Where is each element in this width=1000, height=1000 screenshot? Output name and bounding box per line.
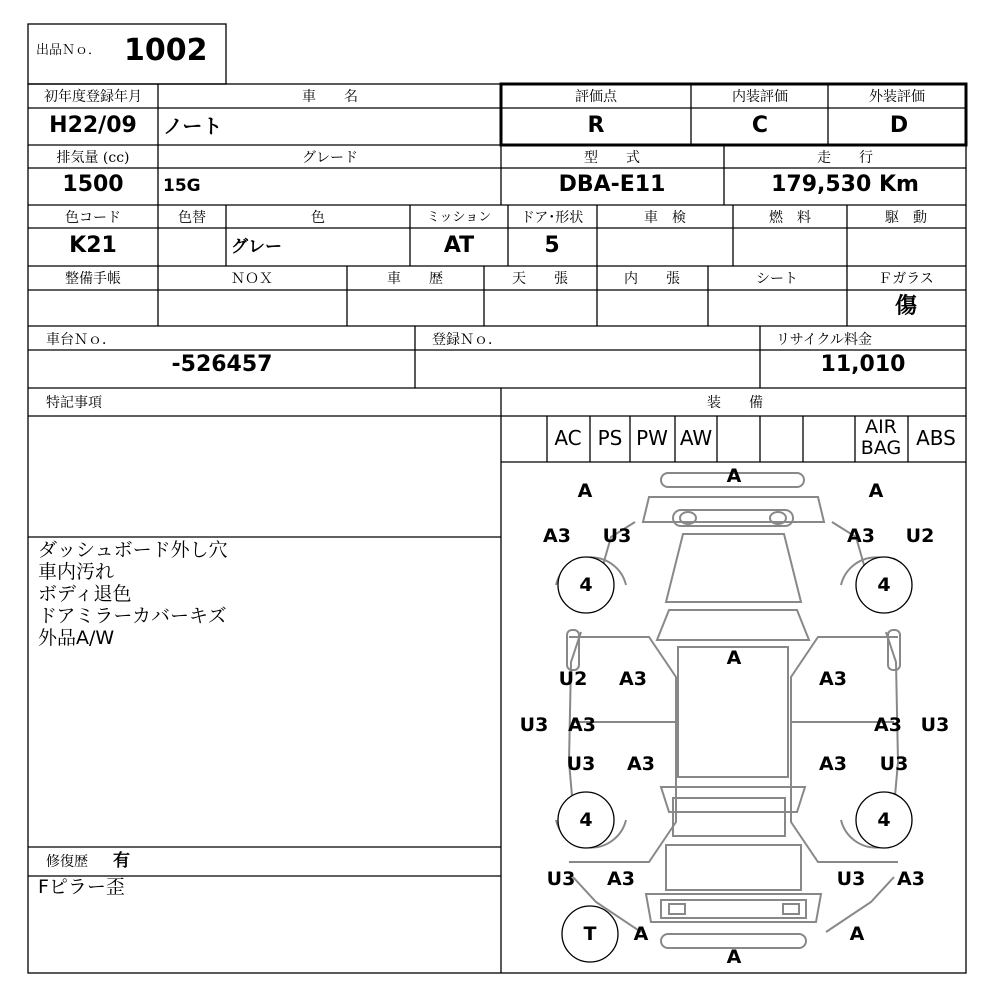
- chassis-number-value: -526457: [171, 352, 273, 377]
- repair-history-label: 修復歴: [46, 854, 88, 870]
- equipment-aw: AW: [679, 426, 713, 450]
- damage-mark-roof: A: [726, 647, 742, 669]
- damage-mark-rear-right-corner: A: [849, 923, 865, 945]
- model-label: 型 式: [584, 150, 640, 166]
- model-value: DBA-E11: [558, 172, 666, 197]
- equipment-ps: PS: [597, 426, 623, 450]
- damage-mark-left-rear-door: U3: [566, 753, 596, 775]
- grade-label: グレード: [302, 150, 358, 166]
- remark-line: ドアミラーカバーキズ: [38, 605, 227, 627]
- damage-mark-left-rear-door: A3: [627, 753, 655, 775]
- mission-value: AT: [443, 233, 475, 258]
- registration-label: 初年度登録年月: [44, 89, 142, 105]
- equipment-abs: ABS: [916, 426, 956, 450]
- damage-mark-right-sill: U3: [920, 714, 950, 736]
- damage-mark-left-front-door: U2: [558, 668, 588, 690]
- tire-rear-left-value: 4: [579, 809, 593, 831]
- remarks-list: [38, 539, 493, 649]
- recycle-fee-value: 11,010: [820, 352, 906, 377]
- exterior-grade-value: D: [889, 113, 909, 138]
- remark-line: 車内汚れ: [38, 561, 115, 583]
- grade-value: 15G: [163, 176, 201, 196]
- damage-mark-front-right-corner: A: [868, 480, 884, 502]
- color-label: 色: [311, 210, 325, 226]
- interior-grade-label: 内装評価: [732, 89, 788, 105]
- displacement-value: 1500: [62, 172, 124, 197]
- color-code-value: K21: [69, 233, 117, 258]
- lot-number: 1002: [124, 33, 208, 68]
- nox-label: ＮＯＸ: [231, 271, 273, 287]
- door-value: 5: [544, 233, 560, 258]
- tire-front-right-value: 4: [877, 574, 891, 596]
- repaint-label: 色替: [178, 210, 206, 226]
- lot-label: 出品Ｎｏ．: [36, 43, 102, 58]
- damage-mark-right-front-door: A3: [819, 668, 847, 690]
- interior-trim-label: 内 張: [624, 271, 680, 287]
- damage-mark-front-bumper: A: [726, 465, 742, 487]
- car-name-value: ノート: [163, 114, 223, 138]
- car-name-label: 車 名: [302, 89, 358, 105]
- score-label: 評価点: [575, 89, 617, 105]
- equipment-airbag: AIR BAG: [860, 416, 902, 459]
- door-label: ドア･形状: [520, 210, 584, 226]
- recycle-fee-label: リサイクル料金: [776, 332, 873, 348]
- damage-mark-right-rear-door: A3: [819, 753, 847, 775]
- remark-line: ダッシュボード外し穴: [38, 539, 228, 561]
- maintenance-book-label: 整備手帳: [65, 271, 121, 287]
- inspection-label: 車 検: [644, 210, 686, 226]
- car-history-label: 車 歴: [387, 271, 443, 287]
- damage-mark-rear-bumper: A: [726, 946, 742, 968]
- damage-mark-right-fender: A3: [847, 525, 875, 547]
- damage-mark-right-rear-door: U3: [879, 753, 909, 775]
- damage-mark-rear-left-corner: A: [633, 923, 649, 945]
- remarks-label: 特記事項: [46, 395, 102, 411]
- damage-mark-left-fender: A3: [543, 525, 571, 547]
- equipment-label: 装 備: [707, 395, 763, 411]
- damage-mark-front-left-corner: A: [577, 480, 593, 502]
- exterior-grade-label: 外装評価: [869, 89, 925, 105]
- mileage-value: 179,530 Km: [771, 172, 919, 197]
- spare-tire-value: T: [583, 923, 597, 945]
- damage-mark-right-quarter: U3: [836, 868, 866, 890]
- repair-history-value: 有: [113, 851, 130, 871]
- damage-mark-left-quarter: U3: [546, 868, 576, 890]
- front-glass-label: Ｆガラス: [878, 271, 934, 287]
- color-value: グレー: [231, 237, 282, 257]
- roof-lining-label: 天 張: [512, 271, 568, 287]
- mission-label: ミッション: [426, 210, 492, 225]
- damage-mark-left-front-door: A3: [619, 668, 647, 690]
- damage-mark-right-fender: U2: [905, 525, 935, 547]
- drive-label: 駆 動: [885, 210, 927, 226]
- color-code-label: 色コード: [65, 210, 121, 226]
- front-glass-value: 傷: [894, 294, 918, 319]
- tire-rear-right-value: 4: [877, 809, 891, 831]
- fuel-label: 燃 料: [769, 210, 811, 226]
- equipment-ac: AC: [554, 426, 582, 450]
- damage-mark-left-fender: U3: [602, 525, 632, 547]
- remark-line: 外品A/W: [38, 627, 115, 649]
- chassis-number-label: 車台Ｎｏ．: [46, 332, 116, 348]
- damage-mark-left-quarter: A3: [607, 868, 635, 890]
- interior-grade-value: C: [751, 113, 769, 138]
- tire-front-left-value: 4: [579, 574, 593, 596]
- damage-mark-left-sill: U3: [519, 714, 549, 736]
- registration-value: H22/09: [49, 113, 137, 138]
- score-value: R: [587, 113, 605, 138]
- repair-note: Fピラー歪: [38, 876, 125, 898]
- remark-line: ボディ退色: [38, 583, 132, 605]
- damage-mark-left-sill: A3: [568, 714, 596, 736]
- displacement-label: 排気量 (cc): [56, 150, 130, 166]
- mileage-label: 走 行: [817, 150, 873, 166]
- registration-number-label: 登録Ｎｏ．: [432, 332, 502, 348]
- damage-mark-right-sill: A3: [874, 714, 902, 736]
- damage-mark-right-quarter: A3: [897, 868, 925, 890]
- equipment-pw: PW: [636, 426, 668, 450]
- seat-label: シート: [756, 271, 798, 287]
